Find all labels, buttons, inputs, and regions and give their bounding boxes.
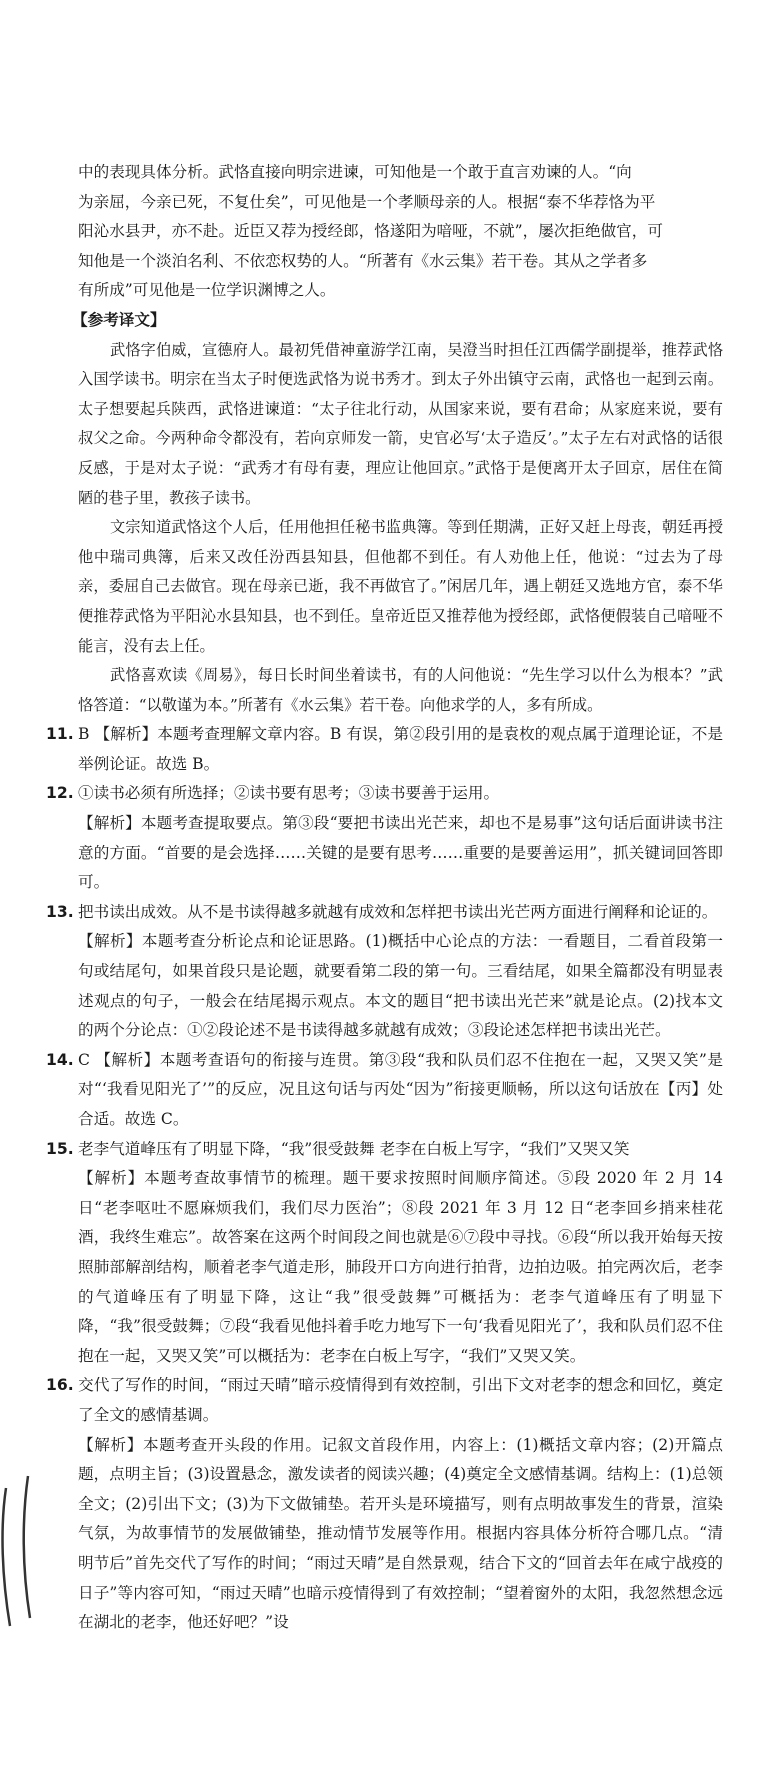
answer-item-11 (46, 720, 723, 779)
intro-line: 为亲屈，今亲已死，不复仕矣”，可见他是一个孝顺母亲的人。根据“泰不华荐恪为平 (78, 192, 656, 211)
item-analysis: 【解析】本题考查分析论点和论证思路。(1)概括中心论点的方法：一看题目，二看首段第一句或结尾句，如果首段只是论题，就要看第二段的第一句。三看结尾，如果全篇都没有明显表述观点的句子，一般会在结尾揭示观点。本文的题目“把书读出光芒来”就是论点。(2)找本文的两个分论点：①②段论述不是书读得越多就越有成效；③段论述怎样把书读出光芒。 (78, 932, 723, 1040)
item-number: 16. (46, 1376, 74, 1395)
answer-item-13 (46, 898, 723, 1046)
page-curl-decoration (0, 1468, 50, 1628)
answer-item-12 (46, 779, 723, 897)
intro-line: 有所成”可见他是一位学识渊博之人。 (78, 281, 336, 300)
translation-heading: 【参考译文】 (72, 310, 166, 329)
item-analysis: 【解析】本题考查提取要点。第③段“要把书读出光芒来，却也不是易事”这句话后面讲读书注意的方面。“首要的是会选择……关键的是要有思考……重要的是要善运用”，抓关键词回答即可。 (78, 814, 723, 892)
answer-item-16 (46, 1371, 723, 1637)
intro-line: 知他是一个淡泊名利、不依恋权势的人。“所著有《水云集》若干卷。其从之学者多 (78, 251, 648, 270)
translation-section (78, 336, 723, 721)
item-number: 12. (46, 784, 74, 803)
item-number: 11. (46, 725, 74, 744)
item-answer: B 【解析】本题考查理解文章内容。B 有误，第②段引用的是袁枚的观点属于道理论证，不是举例论证。故选 B。 (78, 725, 723, 773)
item-answer: 老李气道峰压有了明显下降，“我”很受鼓舞 老李在白板上写字，“我们”又哭又笑 (78, 1139, 630, 1158)
answer-item-14 (46, 1046, 723, 1135)
translation-paragraph: 武恪喜欢读《周易》，每日长时间坐着读书，有的人问他说：“先生学习以什么为根本？”武恪答道：“以敬谨为本。”所著有《水云集》若干卷。向他求学的人，多有所成。 (78, 666, 723, 714)
intro-line: 中的表现具体分析。武恪直接向明宗进谏，可知他是一个敢于直言劝谏的人。“向 (78, 163, 632, 181)
item-number: 13. (46, 902, 74, 921)
answer-item-15 (46, 1135, 723, 1372)
item-number: 15. (46, 1139, 74, 1158)
item-answer: C 【解析】本题考查语句的衔接与连贯。第③段“我和队员们忍不住抱在一起，又哭又笑”是对“‘我看见阳光了’”的反应，况且这句话与丙处“因为”衔接更顺畅，所以这句话放在【丙】处合适。故选 C。 (78, 1050, 723, 1128)
item-analysis: 【解析】本题考查开头段的作用。记叙文首段作用，内容上：(1)概括文章内容；(2)开篇点题，点明主旨；(3)设置悬念，激发读者的阅读兴趣；(4)奠定全文感情基调。结构上：(1)总领全文；(2)引出下文；(3)为下文做铺垫。若开头是环境描写，则有点明故事发生的背景，渲染气氛，为故事情节的发展做铺垫，推动情节发展等作用。根据内容具体分析符合哪几点。“清明节后”首先交代了写作的时间；“雨过天晴”是自然景观，结合下文的“回首去年在咸宁战疫的日子”等内容可知，“雨过天晴”也暗示疫情得到了有效控制；“望着窗外的太阳，我忽然想念远在湖北的老李，他还好吧？”设 (78, 1435, 723, 1632)
translation-paragraph: 武恪字伯威，宣德府人。最初凭借神童游学江南，吴澄当时担任江西儒学副提举，推荐武恪入国学读书。明宗在当太子时便选武恪为说书秀才。到太子外出镇守云南，武恪也一起到云南。太子想要起兵陕西，武恪进谏道：“太子往北行动，从国家来说，要有君命；从家庭来说，要有叔父之命。今两种命令都没有，若向京师发一箭，史官必写‘太子造反’。”太子左右对武恪的话很反感，于是对太子说：“武秀才有母有妻，理应让他回京。”武恪于是便离开太子回京，居住在简陋的巷子里，教孩子读书。 (78, 340, 723, 507)
item-answer: ①读书必须有所选择；②读书要有思考；③读书要善于运用。 (78, 784, 500, 803)
item-analysis: 【解析】本题考查故事情节的梳理。题干要求按照时间顺序简述。⑤段 2020 年 2 月 14 日“老李呕吐不愿麻烦我们，我们尽力医治”；⑧段 2021 年 3 月 12 日“老李回乡捎来桂花酒，我终生难忘”。故答案在这两个时间段之间也就是⑥⑦段中寻找。⑥段“所以我开始每天按照肺部解剖结构，顺着老李气道走形，肺段开口方向进行拍背，边拍边吸。拍完两次后，老李的气道峰压有了明显下降，这让“我”很受鼓舞”可概括为：老李气道峰压有了明显下降，“我”很受鼓舞；⑦段“我看见他抖着手吃力地写下一句‘我看见阳光了’，我和队员们忍不住抱在一起，又哭又笑”可以概括为：老李在白板上写字，“我们”又哭又笑。 (78, 1169, 723, 1365)
answer-page (46, 158, 723, 1638)
item-number: 14. (46, 1050, 74, 1069)
intro-line: 阳沁水县尹，亦不赴。近臣又荐为授经郎，恪遂阳为喑哑，不就”，屡次拒绝做官，可 (78, 222, 663, 241)
item-answer: 交代了写作的时间，“雨过天晴”暗示疫情得到有效控制，引出下文对老李的想念和回忆，奠定了全文的感情基调。 (78, 1376, 723, 1424)
item-answer: 把书读出成效。从不是书读得越多就越有成效和怎样把书读出光芒两方面进行阐释和论证的。 (78, 902, 718, 921)
translation-paragraph: 文宗知道武恪这个人后，任用他担任秘书监典簿。等到任期满，正好又赶上母丧，朝廷再授他中瑞司典簿，后来又改任汾西县知县，但他都不到任。有人劝他上任，他说：“过去为了母亲，委屈自己去做官。现在母亲已逝，我不再做官了。”闲居几年，遇上朝廷又选地方官，泰不华便推荐武恪为平阳沁水县知县，也不到任。皇帝近臣又推荐他为授经郎，武恪便假装自己喑哑不能言，没有去上任。 (78, 518, 723, 655)
intro-section (78, 158, 723, 306)
